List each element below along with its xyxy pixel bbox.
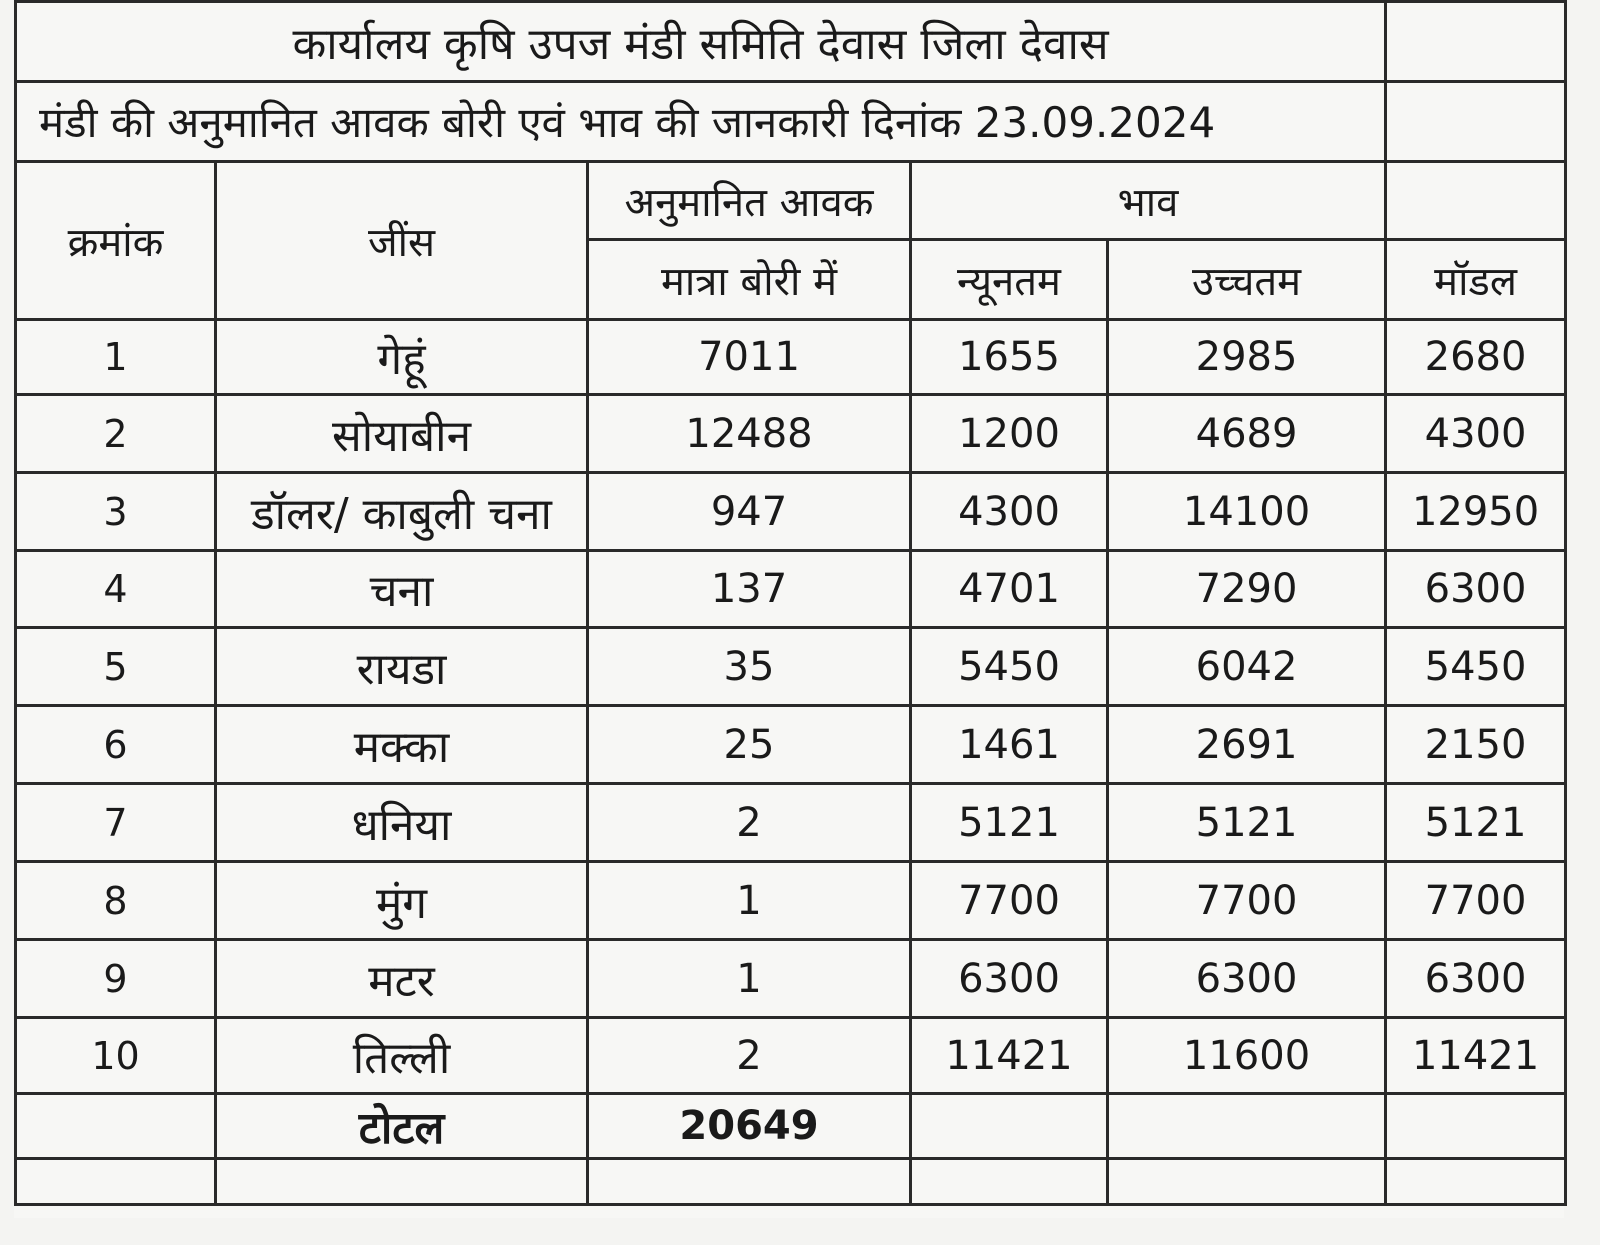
row-modal-price: 4300: [1386, 395, 1566, 473]
row-modal-price: 2150: [1386, 706, 1566, 784]
table-row: [16, 395, 1566, 473]
row-min-price: 7700: [911, 862, 1108, 940]
row-max-price: 2985: [1108, 320, 1386, 395]
row-max-price: 7700: [1108, 862, 1386, 940]
row-modal-price: 6300: [1386, 551, 1566, 628]
total-arrival-qty: 20649: [588, 1094, 911, 1159]
row-min-price: 1200: [911, 395, 1108, 473]
table-row: [16, 320, 1566, 395]
row-modal-price: 2680: [1386, 320, 1566, 395]
row-arrival-qty: 1: [588, 862, 911, 940]
row-max-price: 14100: [1108, 473, 1386, 551]
table-row: [16, 706, 1566, 784]
mandi-rate-table: [14, 0, 1567, 1206]
header-max-price: उच्चतम: [1108, 240, 1386, 320]
row-max-price: 6042: [1108, 628, 1386, 706]
row-sno: 4: [16, 551, 216, 628]
blank-cell: [1386, 1159, 1566, 1205]
row-crop: सोयाबीन: [216, 395, 588, 473]
total-row-blank-min: [911, 1094, 1108, 1159]
row-max-price: 11600: [1108, 1018, 1386, 1094]
total-row-blank-max: [1108, 1094, 1386, 1159]
table-row: [16, 628, 1566, 706]
row-sno: 5: [16, 628, 216, 706]
row-max-price: 4689: [1108, 395, 1386, 473]
row-crop: गेहूं: [216, 320, 588, 395]
row-crop: रायडा: [216, 628, 588, 706]
blank-cell: [1108, 1159, 1386, 1205]
page-subtitle: मंडी की अनुमानित आवक बोरी एवं भाव की जानकारी दिनांक 23.09.2024: [16, 82, 1386, 162]
header-sno: क्रमांक: [16, 162, 216, 320]
row-max-price: 6300: [1108, 940, 1386, 1018]
row-crop: डॉलर/ काबुली चना: [216, 473, 588, 551]
header-price-group: भाव: [911, 162, 1386, 240]
row-max-price: 5121: [1108, 784, 1386, 862]
row-sno: 2: [16, 395, 216, 473]
total-row-blank-sno: [16, 1094, 216, 1159]
row-min-price: 6300: [911, 940, 1108, 1018]
header-arrival-unit: मात्रा बोरी में: [588, 240, 911, 320]
table-row: [16, 862, 1566, 940]
row-min-price: 11421: [911, 1018, 1108, 1094]
blank-cell: [911, 1159, 1108, 1205]
row-sno: 6: [16, 706, 216, 784]
row-sno: 8: [16, 862, 216, 940]
title-row: [16, 2, 1566, 82]
row-modal-price: 5450: [1386, 628, 1566, 706]
table-row: [16, 1018, 1566, 1094]
row-sno: 9: [16, 940, 216, 1018]
row-min-price: 1655: [911, 320, 1108, 395]
subtitle-row: [16, 82, 1566, 162]
row-sno: 10: [16, 1018, 216, 1094]
total-row: [16, 1094, 1566, 1159]
row-sno: 1: [16, 320, 216, 395]
row-modal-price: 12950: [1386, 473, 1566, 551]
table-row: [16, 473, 1566, 551]
row-arrival-qty: 137: [588, 551, 911, 628]
row-crop: मुंग: [216, 862, 588, 940]
row-crop: मटर: [216, 940, 588, 1018]
row-max-price: 2691: [1108, 706, 1386, 784]
row-arrival-qty: 2: [588, 784, 911, 862]
header-modal-price: मॉडल: [1386, 240, 1566, 320]
blank-cell: [16, 1159, 216, 1205]
row-arrival-qty: 1: [588, 940, 911, 1018]
row-modal-price: 6300: [1386, 940, 1566, 1018]
row-arrival-qty: 7011: [588, 320, 911, 395]
row-min-price: 4300: [911, 473, 1108, 551]
blank-cell: [216, 1159, 588, 1205]
table-row: [16, 551, 1566, 628]
row-crop: धनिया: [216, 784, 588, 862]
row-sno: 3: [16, 473, 216, 551]
row-arrival-qty: 2: [588, 1018, 911, 1094]
header-blank-cell: [1386, 162, 1566, 240]
row-arrival-qty: 12488: [588, 395, 911, 473]
row-crop: तिल्ली: [216, 1018, 588, 1094]
table-row: [16, 784, 1566, 862]
header-min-price: न्यूनतम: [911, 240, 1108, 320]
blank-row: [16, 1159, 1566, 1205]
row-crop: मक्का: [216, 706, 588, 784]
header-arrival: अनुमानित आवक: [588, 162, 911, 240]
row-min-price: 1461: [911, 706, 1108, 784]
row-modal-price: 7700: [1386, 862, 1566, 940]
row-sno: 7: [16, 784, 216, 862]
total-row-blank-modal: [1386, 1094, 1566, 1159]
subtitle-row-blank-cell: [1386, 82, 1566, 162]
row-min-price: 4701: [911, 551, 1108, 628]
header-row-1: [16, 162, 1566, 240]
row-modal-price: 11421: [1386, 1018, 1566, 1094]
title-row-blank-cell: [1386, 2, 1566, 82]
row-arrival-qty: 25: [588, 706, 911, 784]
page-title: कार्यालय कृषि उपज मंडी समिति देवास जिला देवास: [16, 2, 1386, 82]
row-arrival-qty: 947: [588, 473, 911, 551]
row-modal-price: 5121: [1386, 784, 1566, 862]
row-max-price: 7290: [1108, 551, 1386, 628]
row-arrival-qty: 35: [588, 628, 911, 706]
header-crop: जींस: [216, 162, 588, 320]
blank-cell: [588, 1159, 911, 1205]
total-label: टोटल: [216, 1094, 588, 1159]
row-min-price: 5121: [911, 784, 1108, 862]
row-crop: चना: [216, 551, 588, 628]
table-row: [16, 940, 1566, 1018]
row-min-price: 5450: [911, 628, 1108, 706]
price-sheet: [14, 0, 1564, 1218]
